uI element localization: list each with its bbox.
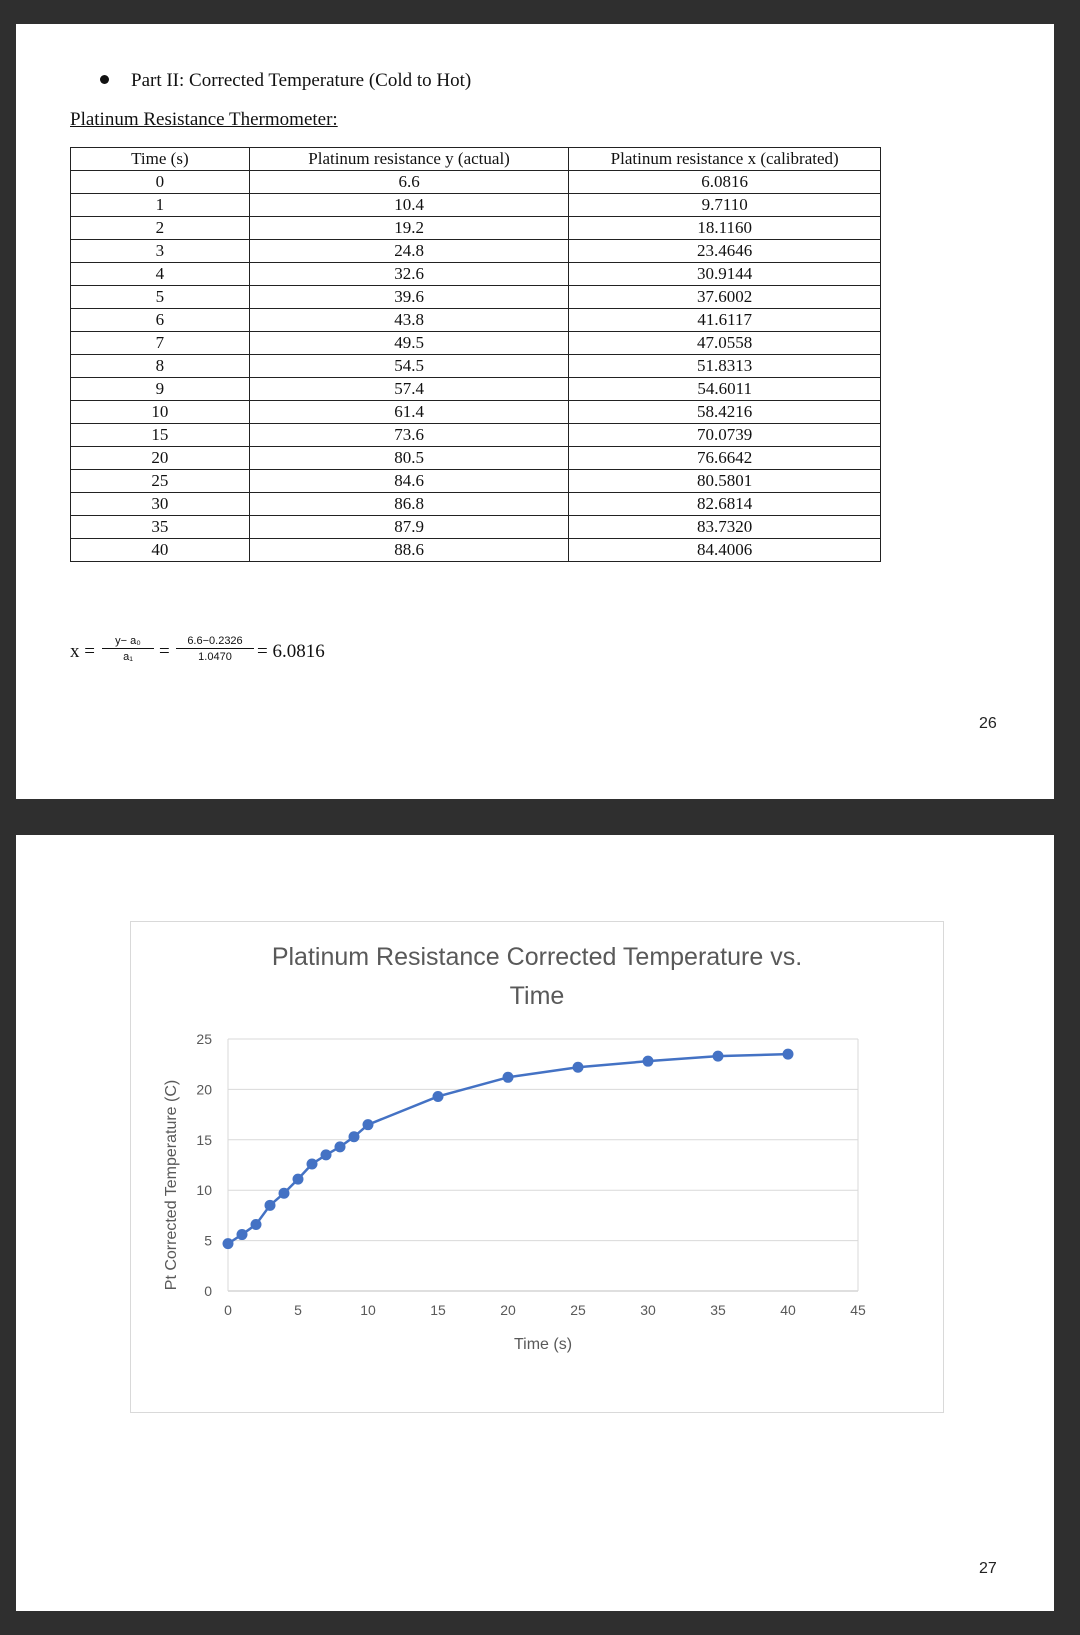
data-point: [713, 1051, 724, 1062]
data-point: [573, 1062, 584, 1073]
table-cell: 9: [71, 378, 250, 401]
table-cell: 15: [71, 424, 250, 447]
table-cell: 6.6: [249, 171, 569, 194]
table-cell: 7: [71, 332, 250, 355]
data-point: [349, 1131, 360, 1142]
table-cell: 10.4: [249, 194, 569, 217]
table-cell: 25: [71, 470, 250, 493]
data-point: [265, 1200, 276, 1211]
table-row: [71, 171, 881, 194]
data-point: [307, 1158, 318, 1169]
bullet-icon: [100, 75, 109, 84]
chart-title-line: Time: [509, 982, 565, 1010]
data-point: [223, 1238, 234, 1249]
table-cell: 18.1160: [569, 217, 881, 240]
data-point: [335, 1141, 346, 1152]
table-cell: 10: [71, 401, 250, 424]
table-row: [71, 447, 881, 470]
table-cell: 23.4646: [569, 240, 881, 263]
table-row: [71, 240, 881, 263]
table-cell: 84.6: [249, 470, 569, 493]
y-tick-label: 15: [196, 1131, 212, 1148]
table-cell: 30: [71, 493, 250, 516]
formula-denominator: 1.0470: [198, 651, 232, 663]
table-cell: 8: [71, 355, 250, 378]
page-number: 27: [979, 1560, 997, 1577]
y-tick-label: 5: [204, 1232, 212, 1249]
table-cell: 3: [71, 240, 250, 263]
table-row: [71, 286, 881, 309]
table-cell: 47.0558: [569, 332, 881, 355]
data-point: [643, 1056, 654, 1067]
formula-denominator: a₁: [123, 651, 133, 663]
page-number: 26: [979, 715, 997, 732]
table-cell: 86.8: [249, 493, 569, 516]
x-tick-label: 0: [224, 1302, 232, 1318]
table-cell: 40: [71, 539, 250, 562]
document-page-27: [16, 835, 1054, 1611]
table-row: [71, 516, 881, 539]
table-cell: 2: [71, 217, 250, 240]
table-cell: 1: [71, 194, 250, 217]
data-point: [293, 1174, 304, 1185]
data-point: [279, 1188, 290, 1199]
table-cell: 9.7110: [569, 194, 881, 217]
column-header: Platinum resistance x (calibrated): [569, 148, 881, 171]
table-cell: 51.8313: [569, 355, 881, 378]
y-tick-label: 0: [204, 1283, 212, 1299]
x-tick-label: 15: [430, 1302, 446, 1318]
formula-result: = 6.0816: [257, 641, 325, 662]
table-row: [71, 332, 881, 355]
formula-fraction-numeric: [176, 635, 254, 663]
data-point: [783, 1049, 794, 1060]
table-cell: 80.5801: [569, 470, 881, 493]
table-row: [71, 424, 881, 447]
temperature-chart: [130, 921, 944, 1413]
table-row: [71, 309, 881, 332]
table-row: [71, 470, 881, 493]
x-axis-label: Time (s): [513, 1336, 573, 1353]
table-cell: 41.6117: [569, 309, 881, 332]
table-cell: 35: [71, 516, 250, 539]
table-cell: 83.7320: [569, 516, 881, 539]
x-tick-label: 40: [780, 1302, 796, 1318]
document-page-26: [16, 24, 1054, 799]
y-tick-label: 25: [196, 1031, 212, 1047]
table-cell: 0: [71, 171, 250, 194]
table-row: [71, 401, 881, 424]
data-point: [433, 1091, 444, 1102]
x-tick-label: 25: [570, 1302, 586, 1318]
table-cell: 30.9144: [569, 263, 881, 286]
table-cell: 87.9: [249, 516, 569, 539]
table-cell: 73.6: [249, 424, 569, 447]
table-row: [71, 217, 881, 240]
column-header: Time (s): [71, 148, 250, 171]
table-cell: 6: [71, 309, 250, 332]
table-cell: 6.0816: [569, 171, 881, 194]
table-cell: 82.6814: [569, 493, 881, 516]
x-tick-label: 5: [294, 1302, 302, 1318]
formula-fraction-symbolic: [102, 635, 154, 663]
table-row: [71, 194, 881, 217]
table-row: [71, 263, 881, 286]
data-point: [251, 1219, 262, 1230]
x-tick-label: 30: [640, 1302, 656, 1318]
x-tick-label: 35: [710, 1302, 726, 1318]
chart-title-line: Platinum Resistance Corrected Temperature vs.: [271, 943, 803, 971]
table-cell: 39.6: [249, 286, 569, 309]
section-heading-text: Part II: Corrected Temperature (Cold to Hot): [131, 70, 472, 91]
x-tick-label: 10: [360, 1302, 376, 1318]
table-row: [71, 355, 881, 378]
chart-canvas: [131, 922, 943, 1412]
data-point: [321, 1149, 332, 1160]
data-point: [237, 1229, 248, 1240]
table-row: [71, 378, 881, 401]
table-cell: 5: [71, 286, 250, 309]
table-cell: 19.2: [249, 217, 569, 240]
table-cell: 80.5: [249, 447, 569, 470]
table-header-row: [71, 148, 881, 171]
table-cell: 58.4216: [569, 401, 881, 424]
data-point: [363, 1119, 374, 1130]
table-row: [71, 493, 881, 516]
column-header: Platinum resistance y (actual): [249, 148, 569, 171]
y-tick-label: 10: [196, 1182, 212, 1199]
table-cell: 88.6: [249, 539, 569, 562]
table-cell: 76.6642: [569, 447, 881, 470]
formula-numerator: 6.6−0.2326: [176, 635, 254, 649]
section-heading: [100, 70, 471, 92]
table-cell: 4: [71, 263, 250, 286]
data-point: [503, 1072, 514, 1083]
y-tick-label: 20: [196, 1081, 212, 1098]
y-axis-label: Pt Corrected Temperature (C): [163, 1079, 180, 1291]
table-cell: 57.4: [249, 378, 569, 401]
table-cell: 43.8: [249, 309, 569, 332]
table-cell: 37.6002: [569, 286, 881, 309]
x-tick-label: 20: [500, 1302, 516, 1318]
table-cell: 54.6011: [569, 378, 881, 401]
formula-equals: =: [159, 641, 170, 662]
table-row: [71, 539, 881, 562]
table-cell: 20: [71, 447, 250, 470]
table-cell: 70.0739: [569, 424, 881, 447]
table-cell: 49.5: [249, 332, 569, 355]
resistance-table: [70, 147, 881, 562]
table-cell: 32.6: [249, 263, 569, 286]
table-cell: 84.4006: [569, 539, 881, 562]
formula-numerator: y− a₀: [102, 635, 154, 649]
table-cell: 61.4: [249, 401, 569, 424]
x-tick-label: 45: [850, 1302, 866, 1318]
table-cell: 54.5: [249, 355, 569, 378]
table-cell: 24.8: [249, 240, 569, 263]
table-caption: Platinum Resistance Thermometer:: [70, 109, 338, 130]
formula-lhs: x =: [70, 641, 95, 662]
